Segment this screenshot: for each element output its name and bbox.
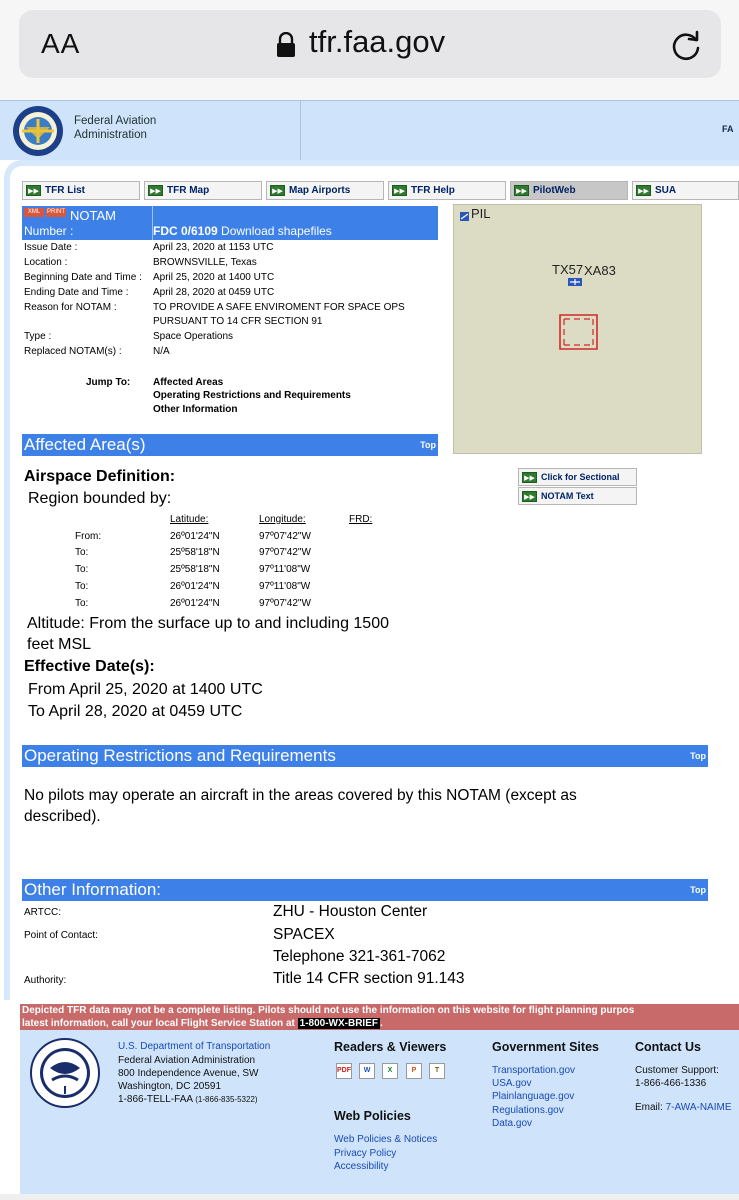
arrow-icon: ▶▶: [522, 491, 537, 502]
poc-label: Point of Contact:: [24, 930, 98, 941]
address-bar[interactable]: [19, 10, 721, 78]
readers-viewers-title: Readers & Viewers: [334, 1040, 447, 1054]
operating-text-2: described).: [24, 808, 101, 825]
field-value: April 28, 2020 at 0459 UTC: [153, 287, 275, 298]
artcc-label: ARTCC:: [24, 907, 62, 918]
top-link[interactable]: Top: [690, 885, 706, 895]
tab-tfr-map[interactable]: ▶▶ TFR Map: [144, 181, 262, 200]
jump-label: Jump To:: [86, 377, 131, 388]
artcc-value: ZHU - Houston Center: [273, 903, 428, 920]
disclaimer-banner: Depicted TFR data may not be a complete listing. Pilots should not use the information on this website for flight planning purpos latest information, call your local Flight Service Station at 1-800-WX-BRIEF .: [20, 1004, 739, 1030]
effective-dates-label: Effective Date(s):: [24, 658, 155, 675]
row-latitude: 26º01'24"N: [170, 581, 220, 592]
tab-map-airports[interactable]: ▶▶ Map Airports: [266, 181, 384, 200]
gov-link[interactable]: USA.gov: [492, 1078, 532, 1089]
bottom-strip: [0, 1194, 739, 1200]
address-line: 800 Independence Avenue, SW: [118, 1068, 259, 1079]
number-value: FDC 0/6109 Download shapefiles: [153, 224, 332, 238]
email-line: Email: 7-AWA-NAIME: [635, 1102, 732, 1113]
text-doc-icon[interactable]: T: [429, 1063, 445, 1079]
notam-header: [22, 206, 438, 240]
row-longitude: 97º07'42"W: [259, 531, 311, 542]
field-label: Replaced NOTAM(s) :: [24, 346, 122, 357]
arrow-icon: ▶▶: [270, 185, 285, 196]
arrow-icon: ▶▶: [636, 185, 651, 196]
address-line: Federal Aviation Administration: [118, 1055, 256, 1066]
authority-value: Title 14 CFR section 91.143: [273, 970, 465, 987]
operating-text: No pilots may operate an aircraft in the areas covered by this NOTAM (except as: [24, 787, 577, 804]
header-right-text: FA: [722, 124, 734, 134]
poc-phone: Telephone 321-361-7062: [273, 948, 446, 965]
gov-link[interactable]: Regulations.gov: [492, 1105, 564, 1116]
row-label: To:: [75, 547, 89, 558]
row-label: To:: [75, 564, 89, 575]
region-label: Region bounded by:: [28, 490, 172, 507]
field-value: N/A: [153, 346, 170, 357]
altitude-line: Altitude: From the surface up to and including 1500: [27, 615, 389, 632]
field-label: Ending Date and Time :: [24, 287, 129, 298]
field-label: Issue Date :: [24, 242, 78, 253]
row-latitude: 26º01'24"N: [170, 531, 220, 542]
dot-link[interactable]: U.S. Department of Transportation: [118, 1041, 271, 1052]
header-divider: [300, 100, 301, 162]
address-line: Washington, DC 20591: [118, 1081, 222, 1092]
click-for-sectional-button[interactable]: ▶▶ Click for Sectional: [518, 468, 637, 486]
map-label-tx57: TX57: [552, 262, 584, 277]
pdf-icon[interactable]: PDF: [336, 1063, 352, 1079]
poc-value: SPACEX: [273, 926, 335, 943]
row-label: To:: [75, 581, 89, 592]
map-graphic: [454, 205, 703, 455]
arrow-icon: ▶▶: [26, 185, 41, 196]
faa-logo-icon[interactable]: [12, 105, 64, 157]
url-domain[interactable]: tfr.faa.gov: [309, 24, 446, 59]
tab-tfr-list[interactable]: ▶▶ TFR List: [22, 181, 140, 200]
field-value: April 25, 2020 at 1400 UTC: [153, 272, 275, 283]
field-value: BROWNSVILLE, Texas: [153, 257, 257, 268]
row-latitude: 25º58'18"N: [170, 547, 220, 558]
arrow-icon: ▶▶: [392, 185, 407, 196]
jump-link-other[interactable]: Other Information: [153, 404, 238, 415]
word-icon[interactable]: W: [359, 1063, 375, 1079]
altitude-line-2: feet MSL: [27, 636, 92, 653]
row-latitude: 26º01'24"N: [170, 598, 220, 609]
xml-icon[interactable]: XML: [24, 208, 44, 217]
text-size-button[interactable]: AA: [41, 28, 81, 59]
download-shapefiles-link[interactable]: Download shapefiles: [221, 224, 332, 238]
support-label: Customer Support:: [635, 1065, 719, 1076]
row-latitude: 25º58'18"N: [170, 564, 220, 575]
tab-tfr-help[interactable]: ▶▶ TFR Help: [388, 181, 506, 200]
top-link[interactable]: Top: [690, 751, 706, 761]
map-label-pil: PIL: [471, 206, 491, 221]
powerpoint-icon[interactable]: P: [406, 1063, 422, 1079]
field-value: Space Operations: [153, 331, 234, 342]
support-phone: 1-866-466-1336: [635, 1078, 707, 1089]
government-sites-title: Government Sites: [492, 1040, 599, 1054]
row-label: To:: [75, 598, 89, 609]
lock-icon: [276, 32, 296, 58]
field-label: Reason for NOTAM :: [24, 302, 117, 313]
field-label: Beginning Date and Time :: [24, 272, 142, 283]
privacy-policy-link[interactable]: Privacy Policy: [334, 1148, 397, 1159]
contact-us-title: Contact Us: [635, 1040, 701, 1054]
web-policies-title: Web Policies: [334, 1109, 411, 1123]
web-policies-link[interactable]: Web Policies & Notices: [334, 1134, 438, 1145]
top-link[interactable]: Top: [420, 440, 436, 450]
longitude-header: Longitude:: [259, 514, 306, 525]
faa-phone: 1-866-TELL-FAA (1-866-835-5322): [118, 1094, 258, 1105]
accessibility-link[interactable]: Accessibility: [334, 1161, 389, 1172]
arrow-icon: ▶▶: [522, 472, 537, 483]
gov-link[interactable]: Transportation.gov: [492, 1065, 576, 1076]
reload-icon[interactable]: [669, 28, 703, 62]
number-label: Number :: [24, 224, 74, 238]
jump-link-operating[interactable]: Operating Restrictions and Requirements: [153, 390, 351, 401]
arrow-icon: ▶▶: [514, 185, 529, 196]
map-label-xa83: XA83: [584, 263, 616, 278]
row-label: From:: [75, 531, 102, 542]
row-longitude: 97º11'08"W: [259, 564, 311, 575]
field-value: April 23, 2020 at 1153 UTC: [153, 242, 274, 253]
row-longitude: 97º11'08"W: [259, 581, 311, 592]
effective-to: To April 28, 2020 at 0459 UTC: [28, 703, 243, 720]
field-value: TO PROVIDE A SAFE ENVIROMENT FOR SPACE OPS: [153, 302, 405, 313]
other-information-header: Other Information: Top: [24, 880, 706, 899]
latitude-header: Latitude:: [170, 514, 209, 525]
gov-link[interactable]: Plainlanguage.gov: [492, 1091, 575, 1102]
faa-name: Federal Aviation Administration: [74, 115, 157, 141]
notam-text-button[interactable]: ▶▶ NOTAM Text: [518, 487, 637, 505]
effective-from: From April 25, 2020 at 1400 UTC: [28, 681, 263, 698]
excel-icon[interactable]: X: [382, 1063, 398, 1079]
notam-title: NOTAM: [70, 208, 116, 223]
jump-link-affected[interactable]: Affected Areas: [153, 377, 224, 388]
operating-restrictions-header: Operating Restrictions and Requirements Top: [24, 746, 706, 765]
field-value: PURSUANT TO 14 CFR SECTION 91: [153, 316, 323, 327]
arrow-icon: ▶▶: [148, 185, 163, 196]
field-label: Location :: [24, 257, 68, 268]
row-longitude: 97º07'42"W: [259, 547, 311, 558]
airspace-definition-label: Airspace Definition:: [24, 468, 176, 485]
affected-areas-header: Affected Area(s) Top: [24, 435, 436, 454]
row-longitude: 97º07'42"W: [259, 598, 311, 609]
authority-label: Authority:: [24, 975, 67, 986]
frd-header: FRD:: [349, 514, 373, 525]
tab-sua[interactable]: ▶▶ SUA: [632, 181, 739, 200]
brief-phone: 1-800-WX-BRIEF: [299, 1018, 378, 1029]
print-icon[interactable]: PRINT: [47, 209, 65, 215]
dot-seal-icon[interactable]: [30, 1038, 100, 1108]
email-link[interactable]: 7-AWA-NAIME: [665, 1102, 732, 1113]
gov-link[interactable]: Data.gov: [492, 1118, 533, 1129]
field-label: Type :: [24, 331, 52, 342]
tfr-map[interactable]: [453, 204, 702, 454]
tab-pilotweb[interactable]: ▶▶ PilotWeb: [510, 181, 628, 200]
